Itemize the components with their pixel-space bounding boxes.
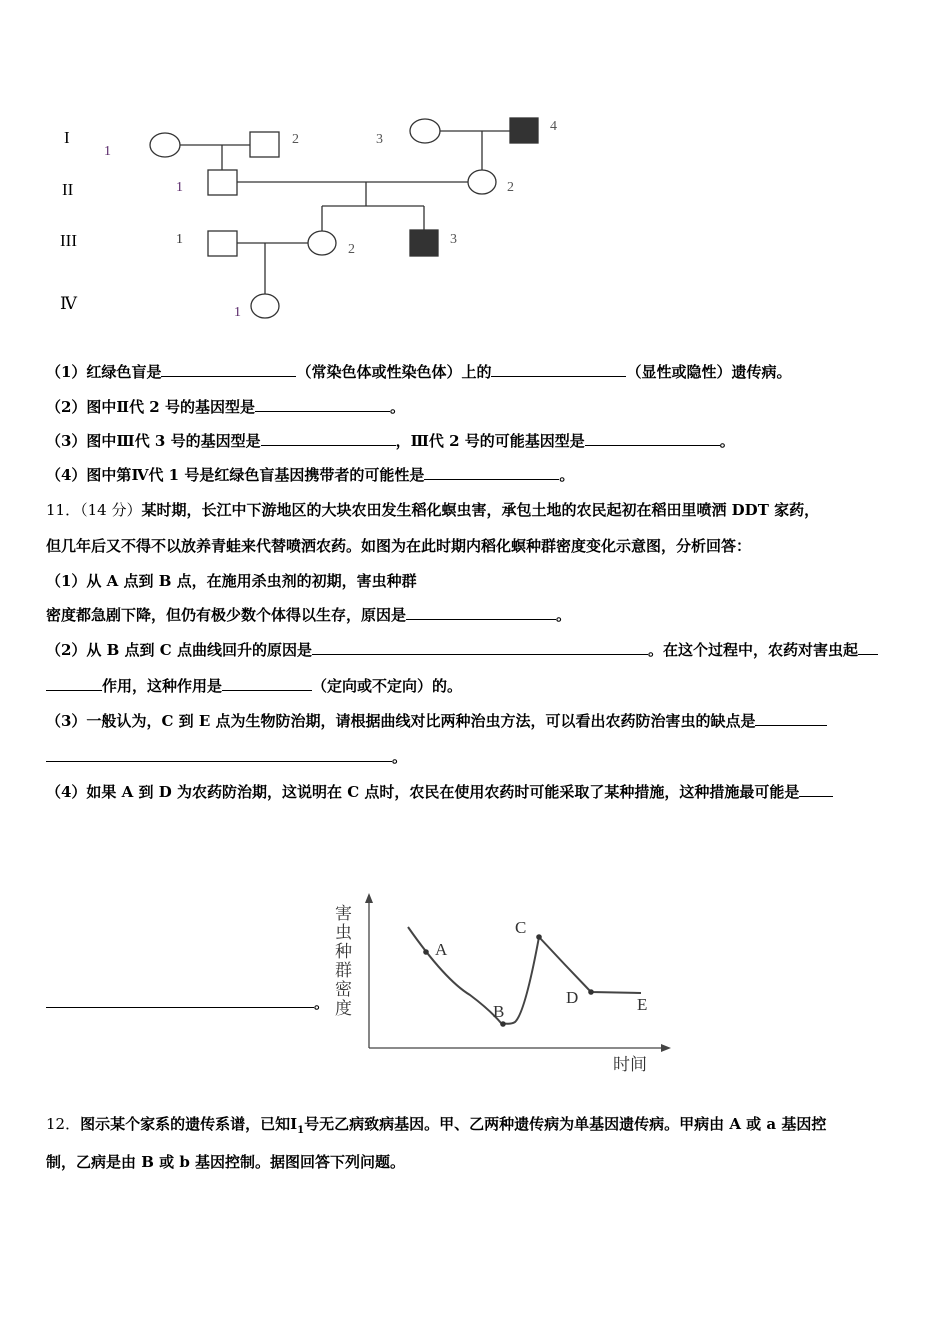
label-I-4: 4 <box>550 119 557 134</box>
label-I-3: 3 <box>376 132 383 147</box>
blank[interactable] <box>312 640 648 655</box>
label-II-1: 1 <box>176 180 183 195</box>
gen-label-III: III <box>60 231 77 250</box>
blank[interactable] <box>46 993 314 1008</box>
x-axis-label: 时间 <box>613 1055 647 1074</box>
point-C-dot <box>536 934 542 940</box>
y-label-char: 种 <box>335 942 352 961</box>
point-D-label: D <box>566 988 579 1007</box>
point-A-label: A <box>435 940 448 959</box>
y-label-char: 度 <box>335 999 352 1018</box>
question-number: 12． <box>46 1115 81 1133</box>
q11-intro-line1: 11．（14 分）某时期，长江中下游地区的大块农田发生稻化螟虫害，承包土地的农民起初在稻田里喷洒 DDT 家药， <box>46 501 820 519</box>
point-E-label: E <box>637 995 648 1014</box>
y-axis-label <box>335 904 352 1018</box>
I-2-male <box>250 132 279 157</box>
I-1-female <box>150 133 180 157</box>
blank[interactable] <box>46 747 392 762</box>
population-density-graph <box>325 885 675 1080</box>
q11-part1-line1: （1）从 A 点到 B 点，在施用杀虫剂的初期，害虫种群 <box>46 572 417 590</box>
I-3-female <box>410 119 440 143</box>
label-IV-1: 1 <box>234 305 241 320</box>
q11-part1-line2: 密度都急剧下降，但仍有极少数个体得以生存，原因是 。 <box>46 606 572 624</box>
III-1-male <box>208 231 237 256</box>
q11-part4-line1: （4）如果 A 到 D 为农药防治期，这说明在 C 点时，农民在使用农药时可能采取了某种措施，这种措施最可能是 <box>46 781 833 802</box>
III-2-female <box>308 231 336 255</box>
blank[interactable] <box>491 362 626 377</box>
label-I-1: 1 <box>104 144 111 159</box>
blank[interactable] <box>858 640 878 655</box>
gen-label-II: II <box>62 180 74 199</box>
blank[interactable] <box>585 431 720 446</box>
point-D-dot <box>588 989 594 995</box>
q11-part3-line1: （3）一般认为，C 到 E 点为生物防治期，请根据曲线对比两种治虫方法，可以看出农药防治害虫的缺点是 <box>46 710 827 731</box>
point-A-dot <box>423 949 429 955</box>
point-B-label: B <box>493 1002 505 1021</box>
blank[interactable] <box>424 465 559 480</box>
II-2-female <box>468 170 496 194</box>
q11-part2-line2: 作用，这种作用是 （定向或不定向）的。 <box>46 675 462 696</box>
blank[interactable] <box>261 431 396 446</box>
label-II-2: 2 <box>507 180 514 195</box>
q10-part3: （3）图中Ⅲ代 3 号的基因型是 ，Ⅲ代 2 号的可能基因型是 。 <box>46 432 735 450</box>
gen-label-I: I <box>64 128 70 147</box>
blank[interactable] <box>406 605 556 620</box>
III-3-affected-male <box>410 230 438 256</box>
label-I-2: 2 <box>292 132 299 147</box>
blank[interactable] <box>255 397 390 412</box>
question-number: 11．（14 分） <box>46 501 142 519</box>
blank[interactable] <box>799 782 833 797</box>
q11-part3-line2: 。 <box>46 746 407 767</box>
q10-part4: （4）图中第Ⅳ代 1 号是红绿色盲基因携带者的可能性是 。 <box>46 466 575 484</box>
q10-part1: （1）红绿色盲是 （常染色体或性染色体）上的 （显性或隐性）遗传病。 <box>46 363 792 381</box>
label-III-1: 1 <box>176 232 183 247</box>
q11-part2-line1: （2）从 B 点到 C 点曲线回升的原因是 。在这个过程中，农药对害虫起 <box>46 639 878 660</box>
IV-1-female <box>251 294 279 318</box>
pedigree-chart <box>0 100 620 330</box>
II-1-male <box>208 170 237 195</box>
gen-label-IV: Ⅳ <box>60 294 77 313</box>
y-label-char: 密 <box>335 980 352 999</box>
label-III-3: 3 <box>450 232 457 247</box>
y-label-char: 虫 <box>335 923 352 942</box>
label-III-2: 2 <box>348 242 355 257</box>
q12-line1: 12．图示某个家系的遗传系谱，已知$Ⅰ_1$号无乙病致病基因。甲、乙两种遗传病为单基因遗传病。甲病由 A 或 a 基因控 <box>46 1115 827 1136</box>
q12-line2: 制，乙病是由 B 或 b 基因控制。据图回答下列问题。 <box>46 1153 406 1171</box>
y-label-char: 群 <box>335 961 352 980</box>
q11-intro-line2: 但几年后又不得不以放养青蛙来代替喷洒农药。如图为在此时期内稻化螟种群密度变化示意图，分析回答： <box>46 537 752 555</box>
blank[interactable] <box>46 676 102 691</box>
y-label-char: 害 <box>335 904 352 923</box>
q11-part4-line2: 。 <box>46 992 329 1013</box>
point-C-label: C <box>515 918 527 937</box>
I-4-affected-male <box>510 118 538 143</box>
blank[interactable] <box>222 676 312 691</box>
blank[interactable] <box>755 711 827 726</box>
point-B-dot <box>500 1021 506 1027</box>
blank[interactable] <box>161 362 296 377</box>
q10-part2: （2）图中Ⅱ代 2 号的基因型是 。 <box>46 398 405 416</box>
